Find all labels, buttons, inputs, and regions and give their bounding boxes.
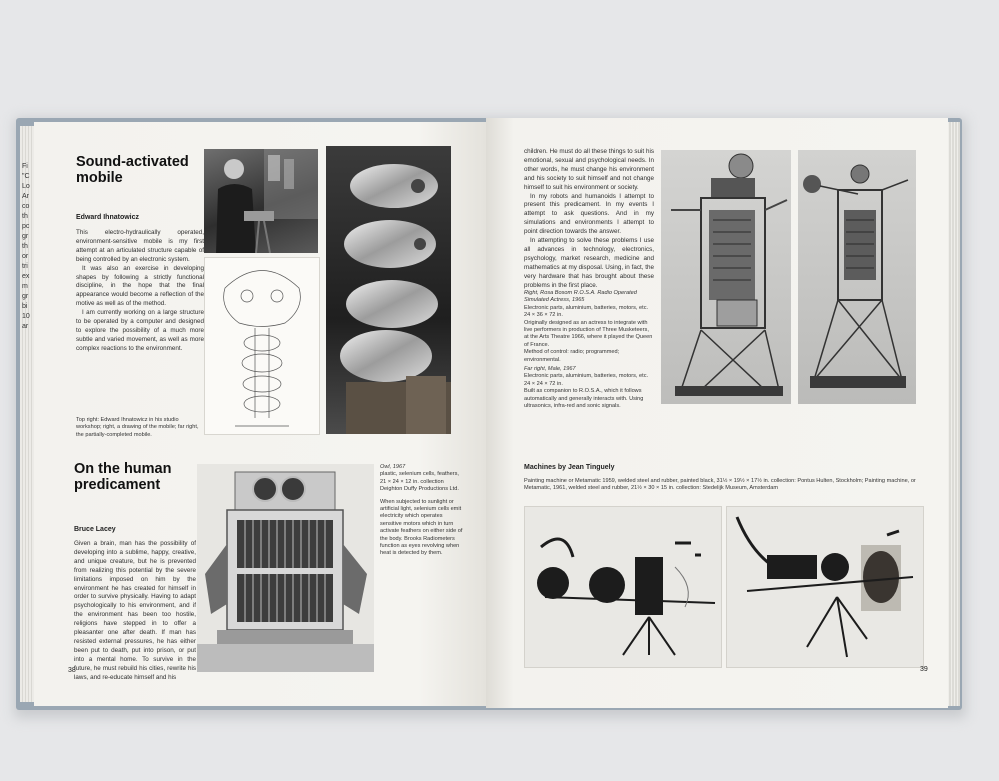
page-number-left: 38 xyxy=(68,667,76,674)
fragment-line: Lo xyxy=(22,183,30,190)
page-edges-right xyxy=(946,122,960,706)
artist-photo-illustration xyxy=(204,149,318,253)
article-title-sound-activated-mobile: Sound-activated mobile xyxy=(76,154,189,186)
owl-caption-details: plastic, selenium cells, feathers, 21 × 24 × 12 in. collection Deighton Duffy Productions Ltd. xyxy=(380,471,459,493)
rosa-robot-illustration xyxy=(661,150,791,404)
article-continuation xyxy=(524,148,654,291)
sculpture-illustration xyxy=(326,146,451,434)
fragment-line: tri xyxy=(22,263,28,270)
article-author: Bruce Lacey xyxy=(74,526,116,533)
metamatic-1959-illustration xyxy=(525,507,721,667)
male-robot-illustration xyxy=(798,150,916,404)
fragment-line: th xyxy=(22,213,28,220)
male-caption xyxy=(524,366,654,410)
photo-caption: Top right: Edward Ihnatowicz in his studio workshop; right, a drawing of the mobile; far right, the partially-completed mobile. xyxy=(76,417,199,438)
fragment-line: m xyxy=(22,283,28,290)
paragraph: In attempting to solve these problems I use all advances in technology, electronics, psychology, market research, medicine and mathematics at my disposal. Using, in fact, the very hardware that has brought about these problems in the first place. xyxy=(524,237,654,289)
page-number-right: 39 xyxy=(920,666,928,673)
photo-male-robot xyxy=(798,150,916,404)
fragment-line: pc xyxy=(22,223,30,230)
fragment-line: Ar xyxy=(22,193,29,200)
section-title-tinguely: Machines by Jean Tinguely xyxy=(524,464,615,471)
rosa-caption-line: Method of control: radio; programmed; environmental. xyxy=(524,349,620,363)
drawing-of-mobile xyxy=(204,257,320,435)
fragment-line: bi xyxy=(22,303,28,310)
article-body-human-predicament: Given a brain, man has the possibility of developing into a sublime, happy, creative, and unique creature, but he is prevented from realizing this potential by the severe limitations imposed on him by the environment he has created for himself in order to survive physically. Having to adapt psychologically to his environment, and if the environment has been too hostile, religions have stepped in to offer a pleasanter one after death. If man has resisted external pressures, he has either been put to death, put into prison, or put into a mental home. To survive in the future, he must rebuild his cities, rewrite his laws, and re-educate himself and his xyxy=(74,540,196,681)
rosa-caption xyxy=(524,290,654,364)
paragraph: In my robots and humanoids I attempt to present this predicament. In my events I attempt to ask questions. And in my simulations and environments I attempt to point direction towards the answer. xyxy=(524,192,654,236)
mobile-drawing-illustration xyxy=(205,258,319,434)
article-author: Edward Ihnatowicz xyxy=(76,214,140,221)
fragment-line: ex xyxy=(22,273,30,280)
owl-robot-illustration xyxy=(197,464,374,672)
photo-tinguely-metamatic-1961 xyxy=(726,506,924,668)
right-page xyxy=(486,118,948,708)
fragment-line: or xyxy=(22,253,29,260)
fragment-line: gr xyxy=(22,233,29,240)
fragment-line: Fi xyxy=(22,163,28,170)
rosa-caption-line: Originally designed as an actress to integrate with live performers in production of Three Musketeers, at the Arts Theatre 1966, where it played the Queen of France. xyxy=(524,319,653,348)
photo-artist-in-studio xyxy=(204,149,318,253)
owl-caption-title: Owl, 1967 xyxy=(380,464,406,470)
photo-rosa-robot xyxy=(661,150,791,404)
tinguely-caption: Painting machine or Metamatic 1959, welded steel and rubber, painted black, 31½ × 19½ × 17½ in. collection: Pontus Hulten, Stockholm; Painting machine, or Metamatic, 1961, welded steel and rubber, 21½ × 30 × 15 in. collection: Stedelijk Museum, Amsterdam xyxy=(524,478,916,492)
paragraph: I am currently working on a large structure to be operated by a computer and designed to explore the possibility of a much more subtle and varied movement, as well as more complex reactions to the environment. xyxy=(76,309,204,352)
male-caption-line: Built as companion to R.O.S.A., which it follows automatically and generally interacts with. Using ultrasonics, infra-red and sonic signals. xyxy=(524,388,644,410)
article-title-human-predicament: On the human predicament xyxy=(74,461,172,493)
paragraph: This electro-hydraulically operated, environment-sensitive mobile is my first attempt at an articulated structure capable of being controlled by an electronic system. xyxy=(76,229,204,263)
paragraph: children. He must do all these things to suit his emotional, sexual and psychological needs. In other words, he must change his environment and his society to suit himself and not change himself to suit his environment or society. xyxy=(524,148,654,191)
paragraph: It was also an exercise in developing shapes by following a strictly functional discipline, in the hope that the final appearance would become a reflection of the motive as well as of the method. xyxy=(76,264,204,308)
fragment-line: "C xyxy=(22,173,30,180)
metamatic-1961-illustration xyxy=(727,507,923,667)
rosa-caption-line: Electronic parts, aluminium, batteries, motors, etc. 24 × 36 × 72 in. xyxy=(524,304,649,319)
rosa-caption-title: Right, Rosa Bosom R.O.S.A. Radio Operated Simulated Actress, 1965 xyxy=(524,290,637,304)
male-caption-line: Electronic parts, aluminium, batteries, motors, etc. 24 × 24 × 72 in. xyxy=(524,373,649,387)
male-caption-title: Far right, Male, 1967 xyxy=(524,366,576,372)
fragment-line: ar xyxy=(22,323,29,330)
photo-partially-completed-mobile xyxy=(326,146,451,434)
fragment-line: th xyxy=(22,243,28,250)
fragment-line: 10 xyxy=(22,313,30,320)
article-body-sound-activated-mobile xyxy=(76,229,204,354)
left-page xyxy=(34,122,487,706)
photo-owl-robot xyxy=(197,464,374,672)
photo-tinguely-metamatic-1959 xyxy=(524,506,722,668)
owl-caption xyxy=(380,464,464,558)
fragment-line: gr xyxy=(22,293,29,300)
fragment-line: co xyxy=(22,203,30,210)
owl-caption-description: When subjected to sunlight or artificial light, selenium cells emit electricity which operates sensitive motors which in turn activate feathers on either side of the body. Brooks Radiometers function as eyes revolving when heat is detected by them. xyxy=(380,498,463,557)
